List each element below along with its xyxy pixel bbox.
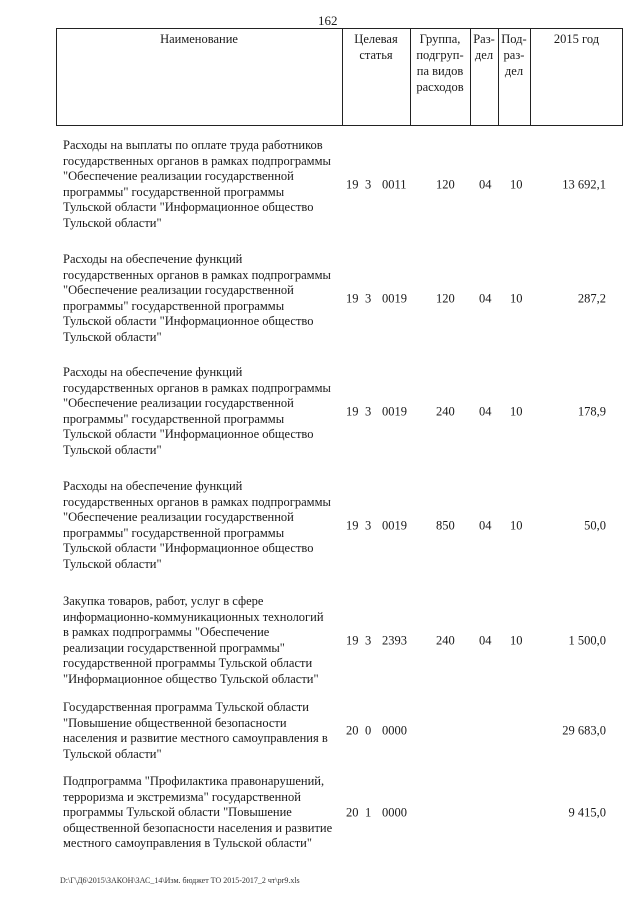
- row-name: Закупка товаров, работ, услуг в сфере информационно-коммуникационных технологий в рамках подпрограммы "Обеспечение реализации государственной программы" государственной программы Тульской области "Информационное общество Тульской области": [63, 594, 324, 686]
- group-code: 850: [436, 517, 455, 532]
- target-code-2: 3: [365, 403, 372, 418]
- subsection-code: 10: [510, 403, 523, 418]
- target-code-3: 0000: [382, 723, 407, 738]
- target-code-3: 0000: [382, 805, 407, 820]
- amount: 50,0: [584, 517, 606, 532]
- file-path-footer: D:\Г\Д6\2015\ЗАКОН\ЗАС_14\Изм. бюджет ТО 2015-2017_2 чт\pr9.xls: [60, 876, 300, 885]
- table-row: [0, 774, 640, 852]
- target-code-3: 0019: [382, 517, 407, 532]
- target-code-3: 0019: [382, 290, 407, 305]
- target-code-3: 2393: [382, 632, 407, 647]
- column-header-group: Группа, подгруп- па видов расходов: [416, 32, 464, 94]
- group-code: 240: [436, 632, 455, 647]
- group-code: 240: [436, 403, 455, 418]
- column-header-section: Раз- дел: [473, 32, 495, 62]
- target-code-2: 3: [365, 290, 372, 305]
- target-code-2: 3: [365, 517, 372, 532]
- page-number: 162: [318, 13, 338, 28]
- table-row: [0, 365, 640, 458]
- table-row: [0, 594, 640, 687]
- row-name: Расходы на обеспечение функций государственных органов в рамках подпрограммы "Обеспечение реализации государственной программы" государственной программы Тульской области "Информационное общество Тульской области": [63, 365, 331, 457]
- target-code-1: 19: [346, 403, 359, 418]
- row-name: Расходы на выплаты по оплате труда работников государственных органов в рамках подпрограммы "Обеспечение реализации государственной программы" государственной программы Тульской области "Информационное общество Тульской области": [63, 138, 331, 230]
- target-code-2: 1: [365, 805, 372, 820]
- row-name: Подпрограмма "Профилактика правонарушений, терроризма и экстремизма" государственной программы Тульской области "Повышение общественной безопасности населения и развитие местного самоуправления в Тульской области": [63, 774, 333, 850]
- section-code: 04: [479, 403, 492, 418]
- target-code-1: 19: [346, 517, 359, 532]
- group-code: 120: [436, 176, 455, 191]
- target-code-2: 0: [365, 723, 372, 738]
- subsection-code: 10: [510, 632, 523, 647]
- column-header-name: Наименование: [160, 32, 238, 46]
- target-code-1: 19: [346, 176, 359, 191]
- amount: 13 692,1: [562, 176, 606, 191]
- section-code: 04: [479, 290, 492, 305]
- target-code-1: 20: [346, 723, 359, 738]
- table-row: [0, 252, 640, 345]
- amount: 178,9: [577, 403, 606, 418]
- column-header-year: 2015 год: [553, 32, 600, 46]
- target-code-1: 19: [346, 632, 359, 647]
- table-row: [0, 138, 640, 231]
- target-code-3: 0019: [382, 403, 407, 418]
- section-code: 04: [479, 632, 492, 647]
- table-row: [0, 479, 640, 572]
- target-code-2: 3: [365, 632, 372, 647]
- amount: 287,2: [577, 290, 606, 305]
- target-code-1: 19: [346, 290, 359, 305]
- group-code: 120: [436, 290, 455, 305]
- target-code-1: 20: [346, 805, 359, 820]
- subsection-code: 10: [510, 517, 523, 532]
- column-header-target: Целевая статья: [354, 32, 398, 62]
- column-header-subsection: Под- раз- дел: [501, 32, 527, 78]
- section-code: 04: [479, 517, 492, 532]
- row-name: Государственная программа Тульской области "Повышение общественной безопасности населения и развитие местного самоуправления в Тульской области": [63, 700, 328, 761]
- section-code: 04: [479, 176, 492, 191]
- amount: 9 415,0: [568, 805, 606, 820]
- amount: 29 683,0: [562, 723, 606, 738]
- amount: 1 500,0: [568, 632, 606, 647]
- subsection-code: 10: [510, 176, 523, 191]
- subsection-code: 10: [510, 290, 523, 305]
- table-row: [0, 700, 640, 762]
- row-name: Расходы на обеспечение функций государственных органов в рамках подпрограммы "Обеспечение реализации государственной программы" государственной программы Тульской области "Информационное общество Тульской области": [63, 479, 331, 571]
- row-name: Расходы на обеспечение функций государственных органов в рамках подпрограммы "Обеспечение реализации государственной программы" государственной программы Тульской области "Информационное общество Тульской области": [63, 252, 331, 344]
- target-code-3: 0011: [382, 176, 407, 191]
- target-code-2: 3: [365, 176, 372, 191]
